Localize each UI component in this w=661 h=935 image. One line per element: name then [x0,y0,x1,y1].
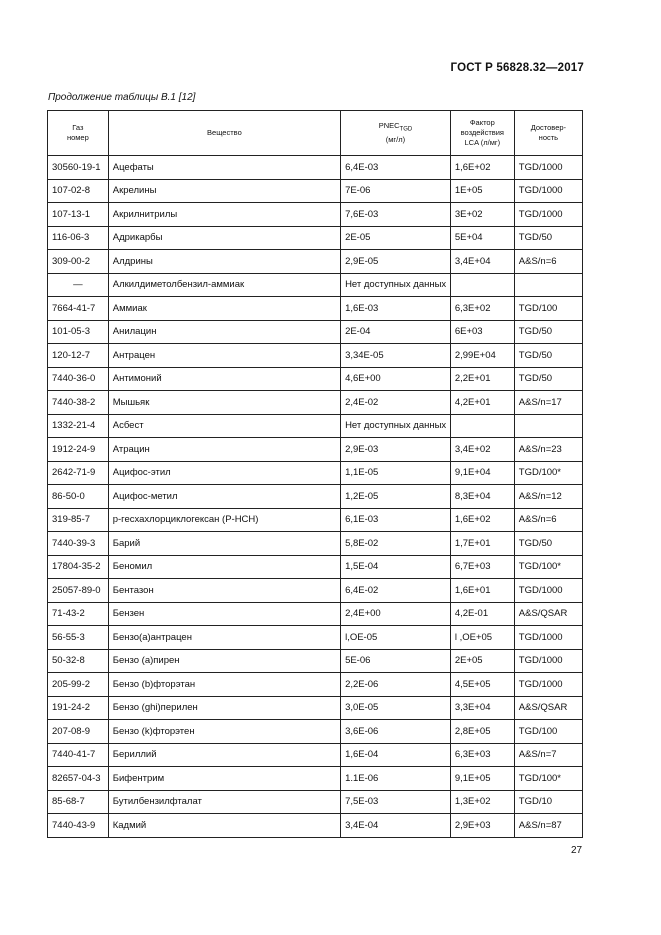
pnec-cell: 1,6Е-04 [341,743,451,767]
reliability-cell: TGD/1000 [514,626,582,650]
pnec-cell: 3,34Е-05 [341,344,451,368]
pnec-cell: 1,5Е-04 [341,555,451,579]
table-row [48,673,583,697]
header-cas-line2: номер [66,133,89,142]
pnec-cell: 4,6Е+00 [341,367,451,391]
lca-factor-cell: 5Е+04 [450,226,514,250]
cas-number-cell: 56-55-3 [48,626,109,650]
substance-cell: Бензо (k)фторэтен [108,720,340,744]
substance-cell: Бериллий [108,743,340,767]
cas-number-cell: 207-08-9 [48,720,109,744]
cas-number-cell: 1332-21-4 [48,414,109,438]
substance-cell: Ацефаты [108,156,340,180]
lca-factor-cell: 8,3Е+04 [450,485,514,509]
cas-number-cell: 7440-43-9 [48,814,109,838]
substance-cell: Бензо (а)пирен [108,649,340,673]
substance-cell: Бутилбензилфталат [108,790,340,814]
lca-factor-cell [450,273,514,297]
reliability-cell: A&S/n=7 [514,743,582,767]
cas-number-cell: 85-68-7 [48,790,109,814]
reliability-cell: TGD/100 [514,720,582,744]
table-row [48,344,583,368]
reliability-cell: TGD/50 [514,367,582,391]
lca-factor-cell: 6,7Е+03 [450,555,514,579]
lca-factor-cell: 1,6Е+02 [450,508,514,532]
cas-number-cell: 7440-39-3 [48,532,109,556]
cas-number-cell: 7440-38-2 [48,391,109,415]
reliability-cell: TGD/100* [514,767,582,791]
lca-factor-cell: 6,3Е+03 [450,743,514,767]
reliability-cell: TGD/1000 [514,649,582,673]
reliability-cell: TGD/1000 [514,579,582,603]
substance-cell: Алдрины [108,250,340,274]
header-lca-line1: Фактор [469,118,495,127]
header-lca [450,111,514,156]
reliability-cell: TGD/50 [514,344,582,368]
table-row [48,297,583,321]
table-row [48,461,583,485]
substance-cell: Барий [108,532,340,556]
lca-factor-cell: 6,3Е+02 [450,297,514,321]
reliability-cell: TGD/50 [514,532,582,556]
table-row [48,250,583,274]
pnec-cell: 2,4Е+00 [341,602,451,626]
cas-number-cell: 107-13-1 [48,203,109,227]
header-substance [108,111,340,156]
table-row [48,320,583,344]
pnec-cell: 6,1Е-03 [341,508,451,532]
table-row [48,203,583,227]
lca-factor-cell: 1,3Е+02 [450,790,514,814]
table-row [48,532,583,556]
pnec-cell: 2,2Е-06 [341,673,451,697]
header-pnec-unit: (мг/л) [385,134,406,144]
lca-factor-cell: 6Е+03 [450,320,514,344]
table-row [48,626,583,650]
substance-cell: Асбест [108,414,340,438]
reliability-cell: A&S/n=23 [514,438,582,462]
cas-number-cell: 17804-35-2 [48,555,109,579]
substance-cell: Акрилнитрилы [108,203,340,227]
header-lca-line3: LCA (л/мг) [464,138,501,147]
header-substance-label: Вещество [207,128,242,137]
cas-number-cell: 86-50-0 [48,485,109,509]
cas-number-cell: 30560-19-1 [48,156,109,180]
header-pnec [341,111,451,156]
lca-factor-cell [450,414,514,438]
header-pnec-main: PNEC [378,121,400,131]
lca-factor-cell: 4,5Е+05 [450,673,514,697]
table-row [48,508,583,532]
table-row [48,555,583,579]
substance-cell: Бентазон [108,579,340,603]
table-row [48,273,583,297]
table-row [48,602,583,626]
reliability-cell: A&S/QSAR [514,696,582,720]
pnec-cell: 5,8Е-02 [341,532,451,556]
table-row [48,790,583,814]
pnec-cell: 2Е-05 [341,226,451,250]
substance-cell: Бензен [108,602,340,626]
header-reliability-line1: Достовер- [530,123,567,132]
substance-cell: Ацифос-этил [108,461,340,485]
reliability-cell [514,273,582,297]
pnec-cell: 2,9Е-03 [341,438,451,462]
table-row [48,649,583,673]
table-row [48,814,583,838]
table-row [48,391,583,415]
cas-number-cell: 82657-04-3 [48,767,109,791]
lca-factor-cell: 3,4Е+04 [450,250,514,274]
cas-number-cell: 191-24-2 [48,696,109,720]
table-row [48,179,583,203]
reliability-cell: TGD/1000 [514,179,582,203]
pnec-cell: 6,4Е-02 [341,579,451,603]
table-row [48,156,583,180]
header-pnec-subscript: TGD [399,126,413,133]
substance-cell: Бензо(а)антрацен [108,626,340,650]
cas-number-cell: 101-05-3 [48,320,109,344]
cas-number-cell: 205-99-2 [48,673,109,697]
substance-cell: Беномил [108,555,340,579]
lca-factor-cell: 9,1Е+04 [450,461,514,485]
lca-factor-cell: 2,9Е+03 [450,814,514,838]
lca-factor-cell: 1Е+05 [450,179,514,203]
lca-factor-cell: 3Е+02 [450,203,514,227]
document-code: ГОСТ Р 56828.32—2017 [450,62,584,74]
cas-number-cell: — [48,273,109,297]
cas-number-cell: 107-02-8 [48,179,109,203]
pnec-cell: 6,4Е-03 [341,156,451,180]
header-cas [48,111,109,156]
table-body [48,156,583,838]
cas-number-cell: 2642-71-9 [48,461,109,485]
substance-cell: Аммиак [108,297,340,321]
reliability-cell [514,414,582,438]
table-row [48,720,583,744]
lca-factor-cell: 1,6Е+01 [450,579,514,603]
reliability-cell: A&S/n=12 [514,485,582,509]
header-lca-line2: воздействия [460,128,504,137]
substance-cell: Ацифос-метил [108,485,340,509]
reliability-cell: A&S/n=6 [514,508,582,532]
cas-number-cell: 1912-24-9 [48,438,109,462]
pnec-cell: 1,1Е-05 [341,461,451,485]
reliability-cell: TGD/1000 [514,156,582,180]
pnec-cell: 1.1Е-06 [341,767,451,791]
pnec-cell: 2,4Е-02 [341,391,451,415]
substance-cell: Бензо (ghi)перилен [108,696,340,720]
pnec-cell: 7,5Е-03 [341,790,451,814]
cas-number-cell: 319-85-7 [48,508,109,532]
cas-number-cell: 7440-41-7 [48,743,109,767]
table-row [48,226,583,250]
reliability-cell: TGD/100* [514,555,582,579]
reliability-cell: TGD/1000 [514,673,582,697]
reliability-cell: TGD/10 [514,790,582,814]
lca-factor-cell: 1,6Е+02 [450,156,514,180]
substance-cell: Акрелины [108,179,340,203]
cas-number-cell: 309-00-2 [48,250,109,274]
cas-number-cell: 7664-41-7 [48,297,109,321]
lca-factor-cell: 4,2Е+01 [450,391,514,415]
table-row [48,767,583,791]
substance-cell: Антрацен [108,344,340,368]
lca-factor-cell: 2,8Е+05 [450,720,514,744]
table-row [48,743,583,767]
reliability-cell: A&S/n=87 [514,814,582,838]
pnec-cell: 1,2Е-05 [341,485,451,509]
lca-factor-cell: 2,99Е+04 [450,344,514,368]
lca-factor-cell: 1,7Е+01 [450,532,514,556]
header-reliability-line2: ность [538,133,559,142]
substances-table [47,110,583,838]
pnec-cell: 3,0Е-05 [341,696,451,720]
table-row [48,438,583,462]
pnec-cell: 3,6Е-06 [341,720,451,744]
substance-cell: Бензо (b)фторэтан [108,673,340,697]
pnec-cell: 5Е-06 [341,649,451,673]
table-row [48,579,583,603]
pnec-cell: l,OE-05 [341,626,451,650]
reliability-cell: A&S/n=6 [514,250,582,274]
substance-cell: Кадмий [108,814,340,838]
reliability-cell: A&S/QSAR [514,602,582,626]
table-caption: Продолжение таблицы В.1 [12] [48,92,196,103]
substance-cell: Мышьяк [108,391,340,415]
substance-cell: Анилацин [108,320,340,344]
substance-cell: Бифентрим [108,767,340,791]
pnec-cell: 2,9Е-05 [341,250,451,274]
lca-factor-cell: 2,2Е+01 [450,367,514,391]
header-reliability [514,111,582,156]
reliability-cell: TGD/100 [514,297,582,321]
reliability-cell: A&S/n=17 [514,391,582,415]
table-header-row [48,111,583,156]
substance-cell: Алкилдиметолбензил-аммиак [108,273,340,297]
cas-number-cell: 7440-36-0 [48,367,109,391]
lca-factor-cell: 9,1Е+05 [450,767,514,791]
pnec-cell: Нет доступных данных [341,414,451,438]
cas-number-cell: 116-06-3 [48,226,109,250]
pnec-cell: Нет доступных данных [341,273,451,297]
cas-number-cell: 25057-89-0 [48,579,109,603]
lca-factor-cell: 3,3Е+04 [450,696,514,720]
pnec-cell: 3,4Е-04 [341,814,451,838]
cas-number-cell: 120-12-7 [48,344,109,368]
pnec-cell: 7,6Е-03 [341,203,451,227]
lca-factor-cell: 2Е+05 [450,649,514,673]
page-number: 27 [571,845,583,856]
reliability-cell: TGD/100* [514,461,582,485]
substance-cell: Адрикарбы [108,226,340,250]
pnec-cell: 2Е-04 [341,320,451,344]
substance-cell: Антимоний [108,367,340,391]
table-row [48,485,583,509]
substance-cell: Атрацин [108,438,340,462]
lca-factor-cell: 3,4Е+02 [450,438,514,462]
cas-number-cell: 50-32-8 [48,649,109,673]
lca-factor-cell: 4,2Е-01 [450,602,514,626]
lca-factor-cell: l ,OE+05 [450,626,514,650]
table-row [48,414,583,438]
pnec-cell: 1,6Е-03 [341,297,451,321]
cas-number-cell: 71-43-2 [48,602,109,626]
table-row [48,367,583,391]
reliability-cell: TGD/50 [514,226,582,250]
table-row [48,696,583,720]
substance-cell: р-гесхахлорциклогексан (Р-НСН) [108,508,340,532]
reliability-cell: TGD/1000 [514,203,582,227]
reliability-cell: TGD/50 [514,320,582,344]
header-cas-line1: Газ [72,123,84,132]
pnec-cell: 7Е-06 [341,179,451,203]
